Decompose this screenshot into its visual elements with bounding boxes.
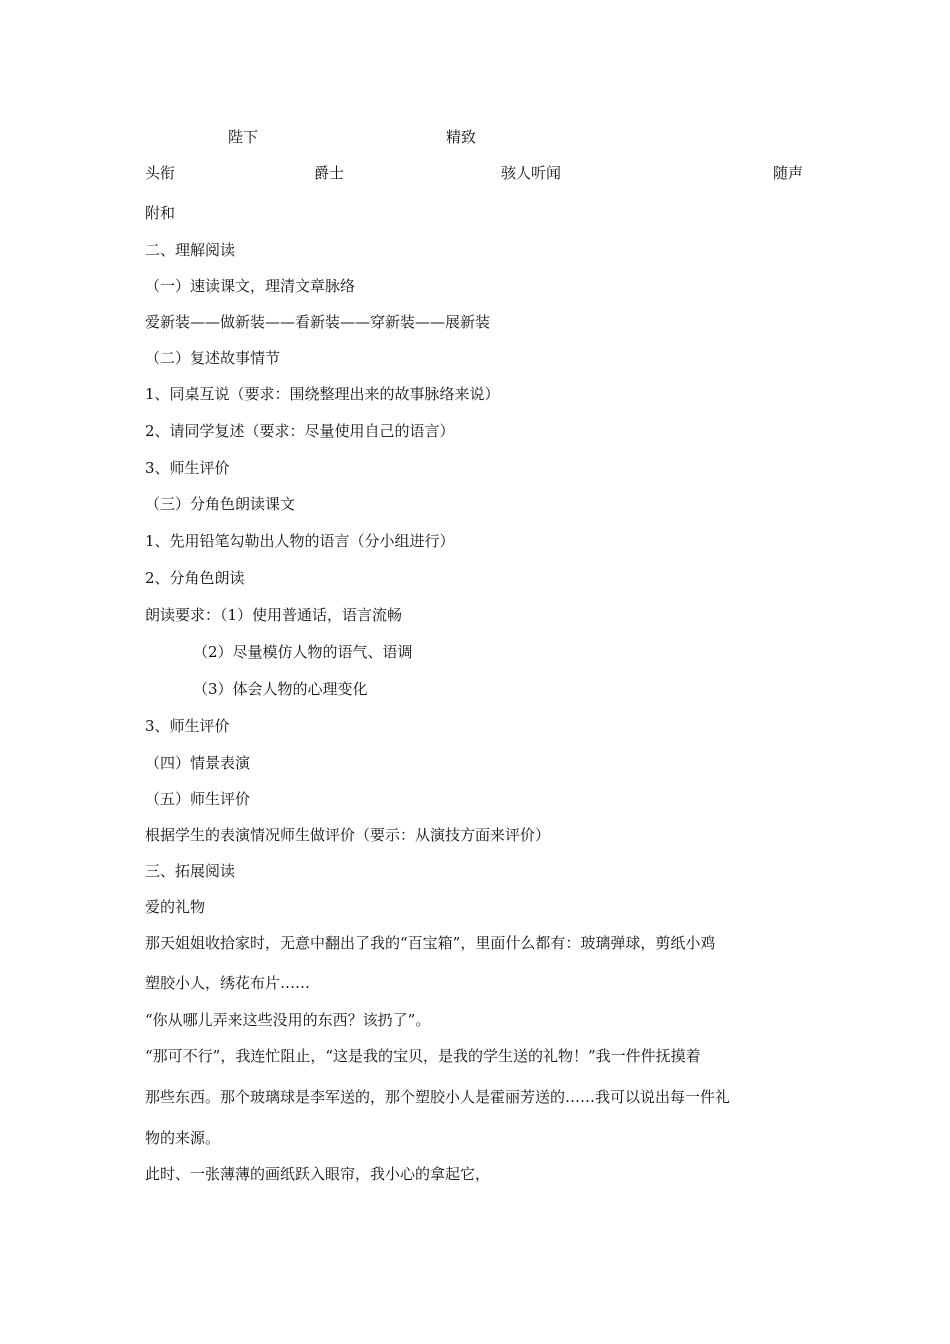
list-item: 2、分角色朗读 — [145, 569, 245, 587]
vocab-word: 骇人听闻 — [501, 164, 562, 182]
section-heading: 二、理解阅读 — [145, 241, 236, 259]
subsection-heading: （三）分角色朗读课文 — [145, 495, 296, 513]
subsection-heading: （二）复述故事情节 — [145, 349, 281, 367]
text-line: “那可不行”，我连忙阻止，“这是我的宝贝，是我的学生送的礼物！”我一件件抚摸着 — [145, 1047, 701, 1065]
subsection-heading: （一）速读课文，理清文章脉络 — [145, 277, 356, 295]
text-line: 爱新装——做新装——看新装——穿新装——展新装 — [145, 313, 491, 331]
list-item: 1、先用铅笔勾勒出人物的语言（分小组进行） — [145, 532, 455, 550]
vocab-word: 陛下 — [228, 128, 259, 146]
text-line: 塑胶小人，绣花布片…… — [145, 974, 311, 992]
text-line: （3）体会人物的心理变化 — [193, 680, 368, 698]
subsection-heading: （五）师生评价 — [145, 790, 251, 808]
text-line: （2）尽量模仿人物的语气、语调 — [193, 643, 413, 661]
article-title: 爱的礼物 — [145, 898, 206, 916]
vocab-word: 头衔 — [145, 164, 176, 182]
subsection-heading: （四）情景表演 — [145, 754, 251, 772]
text-line: 那些东西。那个玻璃球是李军送的，那个塑胶小人是霍丽芳送的……我可以说出每一件礼 — [145, 1088, 731, 1106]
text-line: 附和 — [145, 204, 176, 222]
list-item: 3、师生评价 — [145, 459, 230, 477]
text-line: 那天姐姐收拾家时，无意中翻出了我的“百宝箱”，里面什么都有：玻璃弹球，剪纸小鸡 — [145, 934, 716, 952]
list-item: 1、同桌互说（要求：围绕整理出来的故事脉络来说） — [145, 385, 500, 403]
text-line: 根据学生的表演情况师生做评价（要示：从演技方面来评价） — [145, 826, 551, 844]
text-line: 朗读要求：（1）使用普通话，语言流畅 — [145, 606, 403, 624]
section-heading: 三、拓展阅读 — [145, 862, 236, 880]
text-line: 此时、一张薄薄的画纸跃入眼帘，我小心的拿起它， — [145, 1165, 491, 1183]
vocab-word: 爵士 — [314, 164, 345, 182]
text-line: 物的来源。 — [145, 1129, 221, 1147]
list-item: 3、师生评价 — [145, 717, 230, 735]
vocab-word: 精致 — [446, 128, 477, 146]
vocab-word: 随声 — [773, 164, 804, 182]
list-item: 2、请同学复述（要求：尽量使用自己的语言） — [145, 422, 455, 440]
text-line: “你从哪儿弄来这些没用的东西？该扔了”。 — [145, 1011, 431, 1029]
